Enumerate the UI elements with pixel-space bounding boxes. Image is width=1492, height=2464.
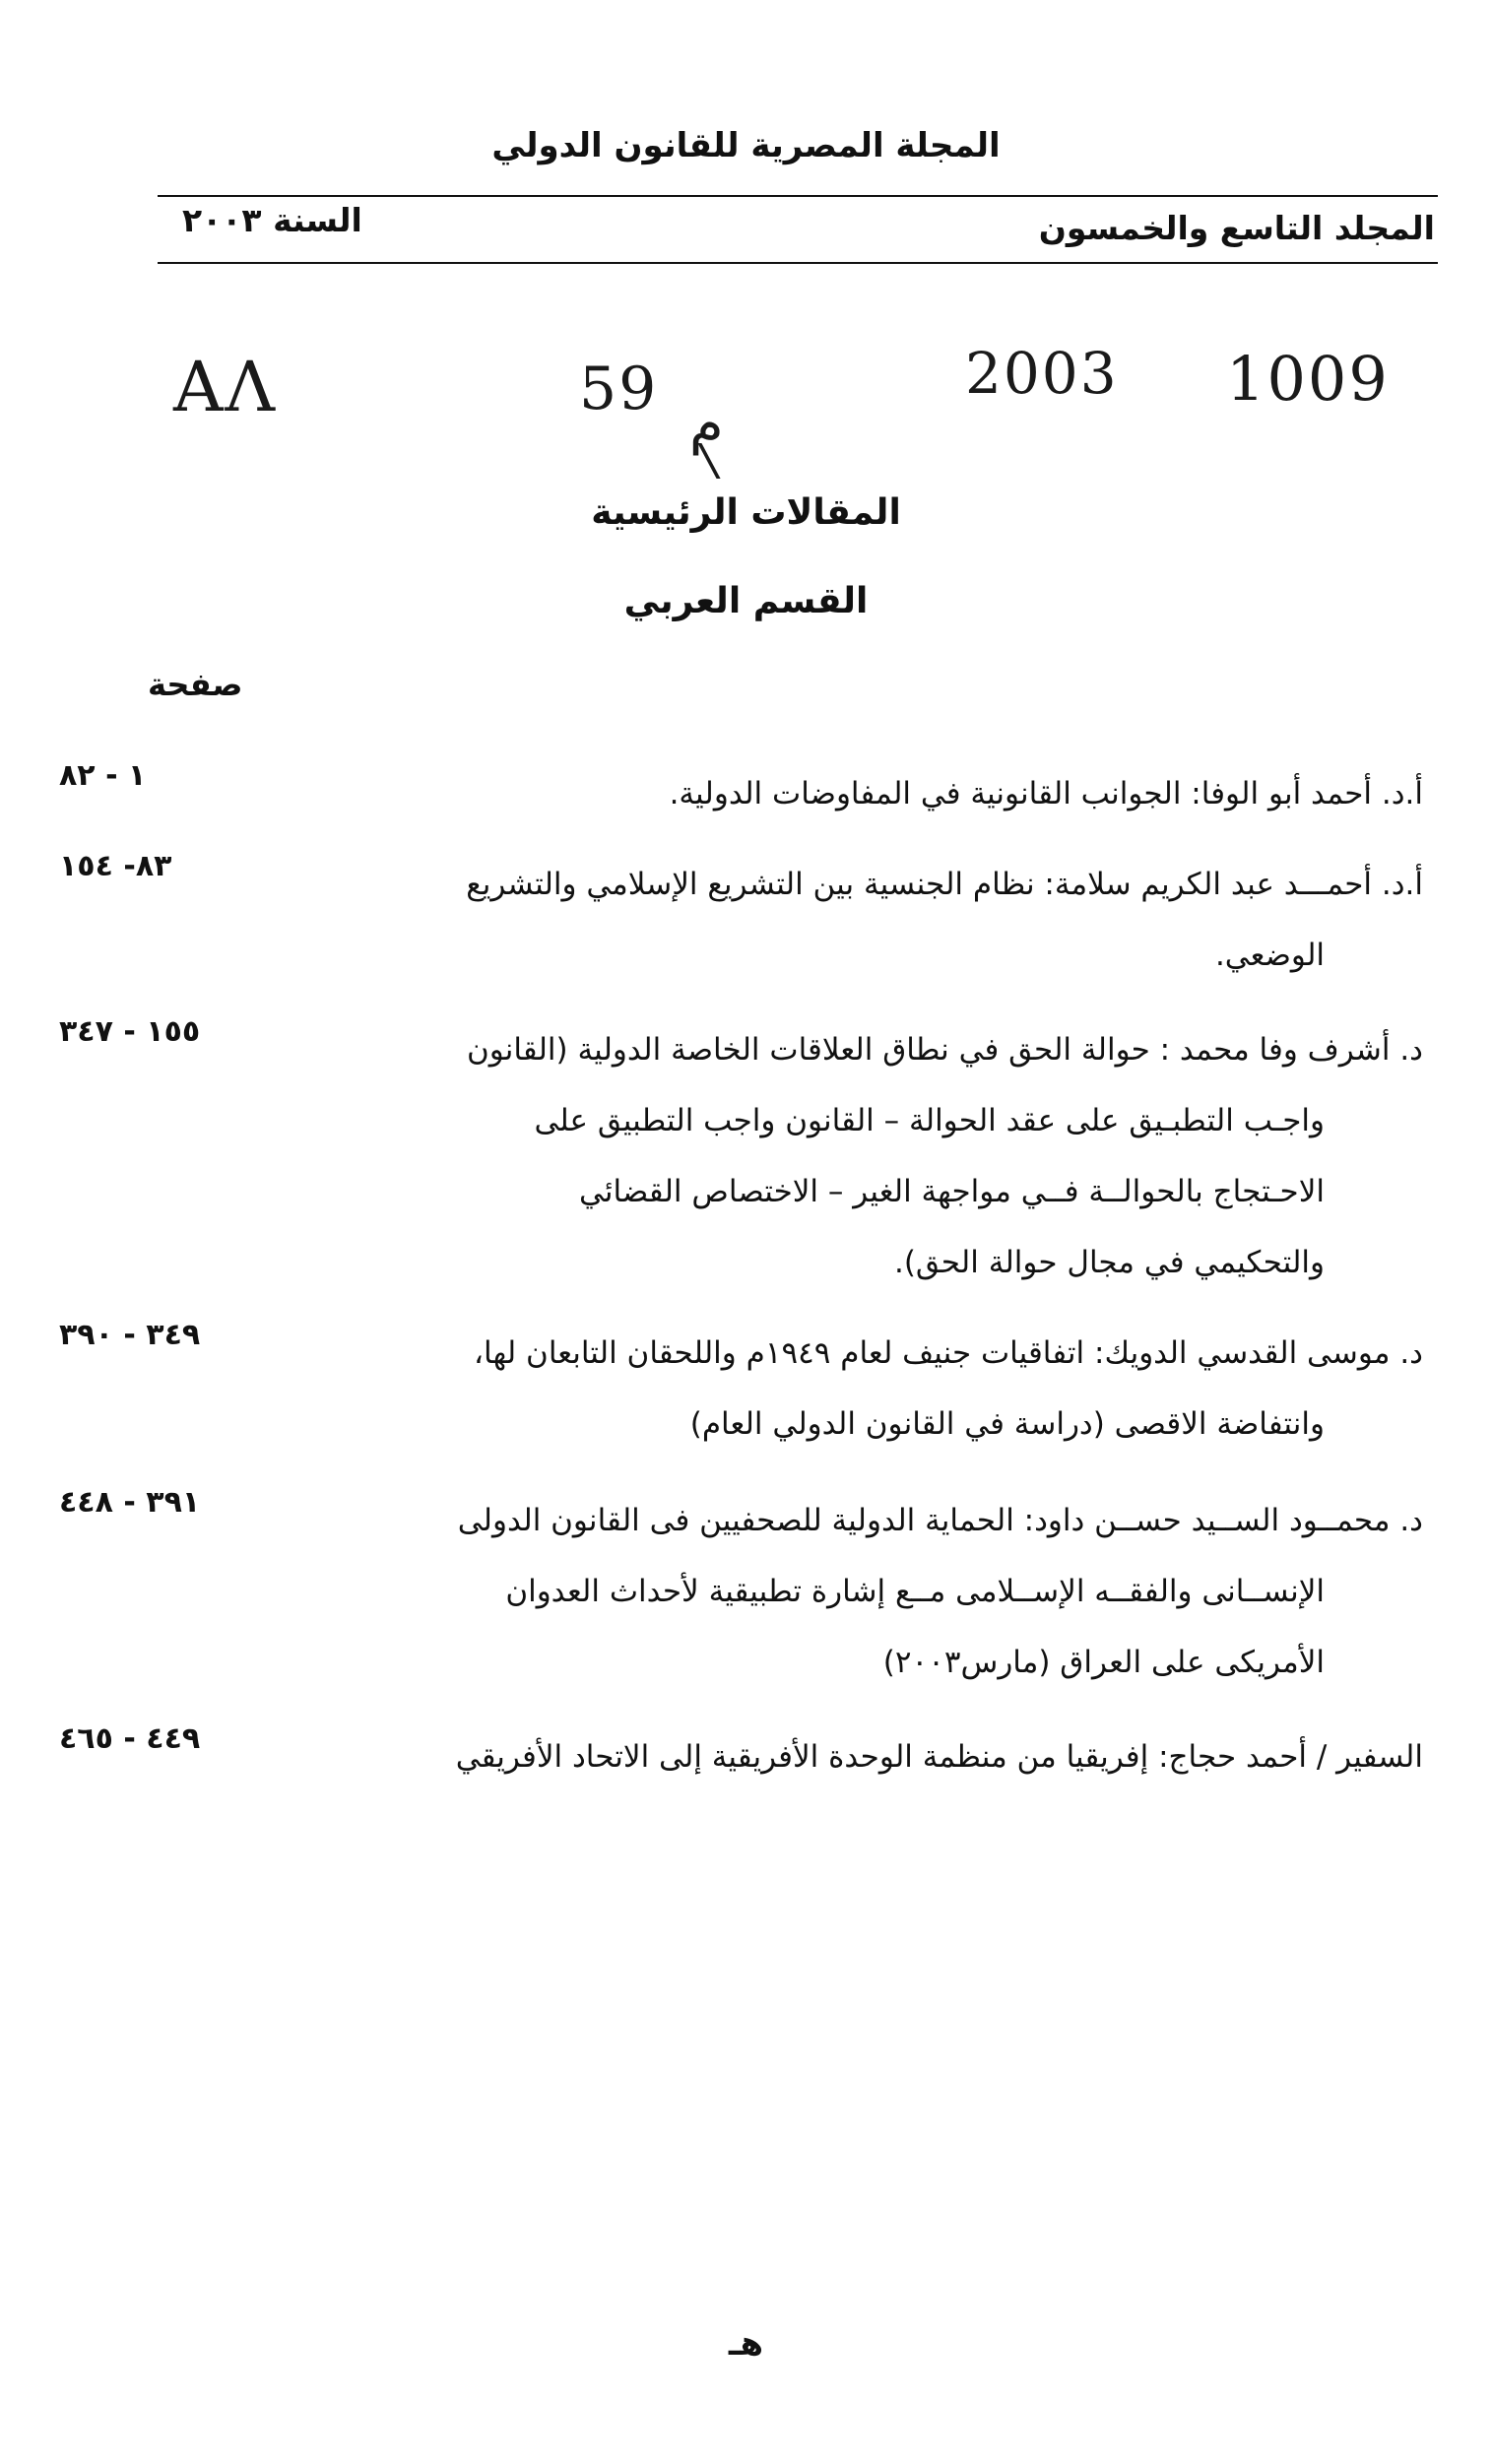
entry-line: د. أشرف وفا محمد : حوالة الحق في نطاق العلاقات الخاصة الدولية (القانون [466, 1032, 1423, 1068]
page-range: ١ - ٨٢ [59, 758, 147, 793]
page-range: ٤٤٩ - ٤٦٥ [59, 1721, 201, 1756]
handwritten-note-a: AΛ [173, 347, 278, 427]
toc-entry [59, 849, 1423, 991]
entry-line: الإنســانى والفقــه الإســلامى مــع إشارة تطبيقية لأحداث العدوان [505, 1574, 1325, 1609]
entry-line: والتحكيمي في مجال حوالة الحق). [893, 1245, 1325, 1280]
header-rule-top [158, 195, 1438, 197]
toc-entry [59, 1318, 1423, 1459]
page-range: ٨٣- ١٥٤ [59, 849, 172, 883]
entry-line: أ.د. أحمـــد عبد الكريم سلامة: نظام الجنسية بين التشريع الإسلامي والتشريع [466, 867, 1423, 902]
toc-entry [59, 1014, 1423, 1298]
entry-line: د. موسى القدسي الدويك: اتفاقيات جنيف لعام ١٩٤٩م واللحقان التابعان لها، [474, 1335, 1423, 1371]
year-label: السنة ٢٠٠٣ [182, 201, 362, 239]
entry-text [340, 1485, 1423, 1698]
page-range: ٣٩١ - ٤٤٨ [59, 1485, 201, 1520]
entry-text [340, 849, 1423, 991]
entry-line: د. محمــود الســيد حســن داود: الحماية الدولية للصحفيين فى القانون الدولى [457, 1503, 1423, 1538]
entry-line: الأمريكى على العراق (مارس٢٠٠٣) [882, 1645, 1325, 1680]
volume-label: المجلد التاسع والخمسون [1038, 209, 1435, 247]
handwritten-note-e: 1009 [1226, 343, 1390, 415]
entry-line: وانتفاضة الاقصى (دراسة في القانون الدولي العام) [689, 1406, 1325, 1442]
entry-line: الوضعي. [1214, 938, 1325, 973]
page-number-mark: هـ [728, 2324, 764, 2364]
toc-entry [59, 1485, 1423, 1698]
entry-text [340, 1721, 1423, 1792]
toc-entry [59, 758, 1423, 829]
entry-line: أ.د. أحمد أبو الوفا: الجوانب القانونية في المفاوضات الدولية. [669, 776, 1423, 811]
header-rule-bottom [158, 262, 1438, 264]
handwritten-note-d: 2003 [965, 340, 1119, 407]
handwritten-note-c: م [689, 392, 724, 456]
entry-line: الاحـتجاج بالحوالــة فــي مواجهة الغير – الاختصاص القضائي [579, 1174, 1325, 1209]
section-title-sub: القسم العربي [623, 581, 869, 621]
page-range: ١٥٥ - ٣٤٧ [59, 1014, 201, 1049]
journal-title: المجلة المصرية للقانون الدولي [491, 126, 1001, 165]
entry-line: واجـب التطبـيق على عقد الحوالة – القانون واجب التطبيق على [534, 1103, 1325, 1138]
entry-line: السفير / أحمد حجاج: إفريقيا من منظمة الوحدة الأفريقية إلى الاتحاد الأفريقي [455, 1739, 1423, 1775]
entry-text [340, 1014, 1423, 1298]
toc-entry [59, 1721, 1423, 1792]
page-range: ٣٤٩ - ٣٩٠ [59, 1318, 201, 1352]
entry-text [340, 1318, 1423, 1459]
entry-text [340, 758, 1423, 829]
handwritten-note-b: 59 [579, 355, 659, 423]
page-column-header: صفحة [148, 666, 243, 703]
handwritten-stroke [697, 443, 742, 479]
section-title-main: المقالات الرئيسية [591, 492, 901, 533]
